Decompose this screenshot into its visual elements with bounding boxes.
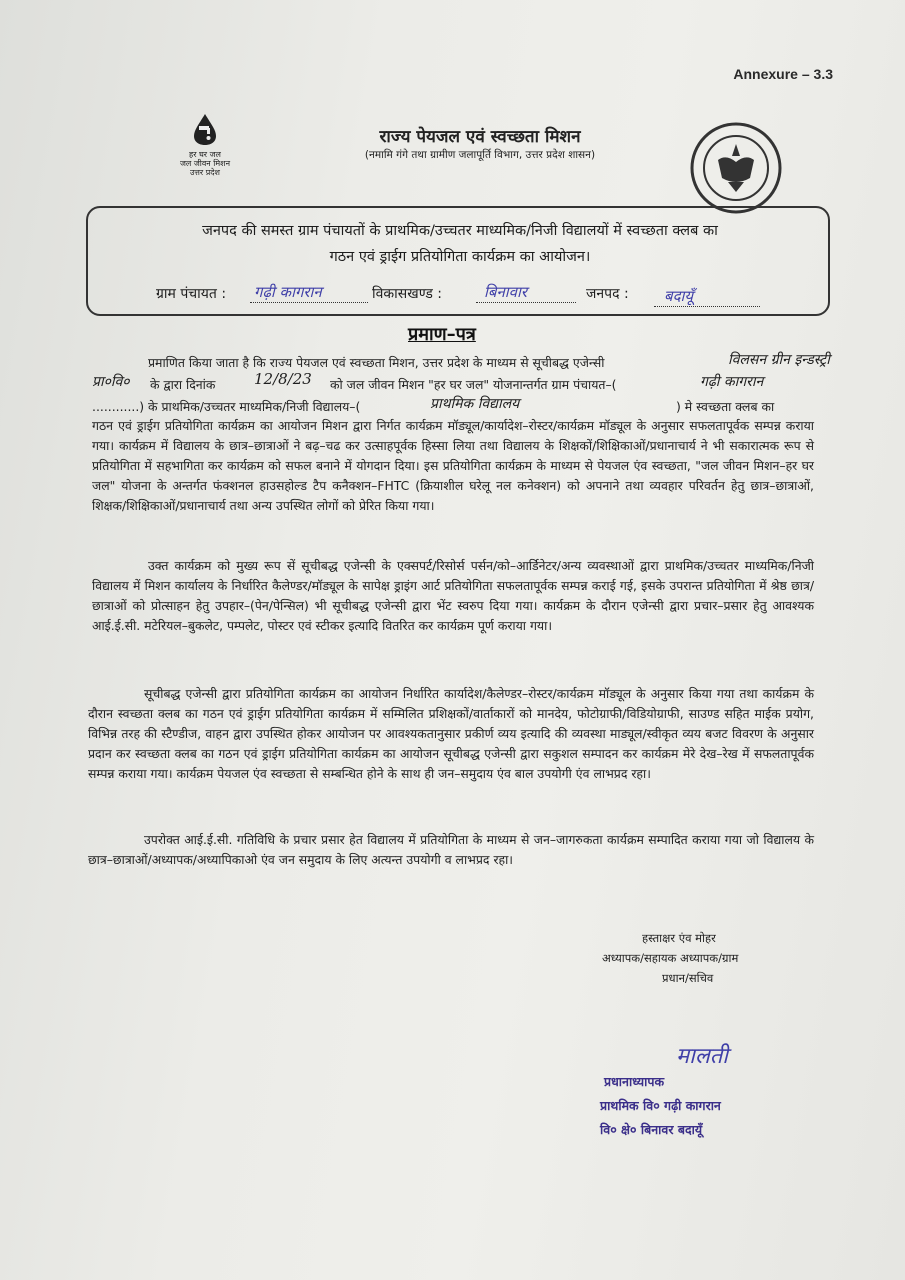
uttar-pradesh-emblem-icon (688, 120, 784, 216)
gram-hand-value: गढ़ी कागरान (700, 374, 764, 390)
signature-line-2: अध्यापक/सहायक अध्यापक/ग्राम (602, 951, 739, 965)
annexure-label: Annexure – 3.3 (733, 66, 833, 82)
para1-line3a: ............) के प्राथमिक/उच्चतर माध्यमिक/निजी विद्यालय–( (92, 399, 361, 414)
heading-line-1: जनपद की समस्त ग्राम पंचायतों के प्राथमिक/उच्चतर माध्यमिक/निजी विद्यालयों में स्वच्छता क्लब का (202, 223, 718, 239)
gram-panchayat-label: ग्राम पंचायत : (156, 286, 227, 302)
block-value: बिनावार (484, 283, 528, 301)
signature-block (602, 928, 812, 988)
signature-line-3: प्रधान/सचिव (662, 971, 714, 985)
para2: उक्त कार्यक्रम को मुख्य रूप सें सूचीबद्ध एजेन्सी के एक्सपर्ट/रिसोर्स पर्सन/को–आर्डिनेटर/अन्य व्यवस्थाओं द्वारा प्राथमिक/उच्चतर माध्यमिक/निजी विद्यालय में मिशन कार्यालय के निर्धारित कैलेण्डर/मॉड्यूल के सापेक्ष ड्राइंग आर्ट प्रतियोगिता सफलतापूर्वक सम्पन्न कराई गई, इसके उपरान्त प्रतियोगिता में श्रेष्ठ छात्र/छात्राओं को प्रोत्साहन हेतु उपहार–(पेन/पेन्सिल) भी सूचीबद्ध एजेन्सी द्वारा भेंट स्वरुप दिया गया। कार्यक्रम के दौरान एजेन्सी द्वारा प्रचार–प्रसार हेतु आवश्यक आई.ई.सी. मटेरियल–बुकलेट, पम्पलेट, पोस्टर एवं स्टीकर इत्यादि वितरित कर कार्यक्रम पूर्ण कराया गया। (92, 558, 814, 633)
para1-line2a: के द्वारा दिनांक (150, 377, 216, 392)
district-value: बदायूँ (664, 287, 694, 305)
mission-subtitle: (नमामि गंगे तथा ग्रामीण जलापूर्ति विभाग, उत्तर प्रदेश शासन) (364, 149, 596, 161)
school-short-hand-value: प्रा०वि० (92, 374, 130, 390)
har-ghar-jal-logo (160, 112, 250, 177)
block-dots (476, 302, 576, 303)
para1-line2b: को जल जीवन मिशन "हर घर जल" योजनान्तर्गत ग्राम पंचायत–( (330, 377, 617, 392)
water-drop-tap-icon (185, 112, 225, 146)
handwritten-signature: मालती (676, 1044, 729, 1069)
logo-line-3: उत्तर प्रदेश (190, 168, 220, 177)
para1-body: गठन एवं ड्राईग प्रतियोगिता कार्यक्रम का आयोजन मिशन द्वारा निर्गत कार्यक्रम मॉड्यूल/कार्यादेश–रोस्टर/कार्यक्रम मॉड्यूल के अनुसार सफलतापूर्वक सम्पन्न कराया गया। कार्यक्रम में विद्यालय के छात्र–छात्राओं ने बढ़–चढ कर उत्साहपूर्वक हिस्सा लिया तथा विद्यालय के शिक्षकों/शिक्षिकाओं/प्रधानाचार्य ने भी सकारात्मक रूप से प्रतियोगिता में सहभागिता कर कार्यक्रम को सफल बनाने में योगदान दिया। इस प्रतियोगिता कार्यक्रम के माध्यम से पेयजल एंव स्वच्छता, "जल जीवन मिशन–हर घर जल" योजना के अन्तर्गत फंक्शनल हाउसहोल्ड टैप कनैक्शन–FHTC (क्रियाशील घरेलू नल कनेक्शन) को अपनाने तथा व्यवहार परिवर्तन हेतु छात्र–छात्राओं, शिक्षक/शिक्षिकाओं/प्रधानाचार्य तथा अन्य उपस्थित लोगों को प्रेरित किया गया। (92, 418, 814, 513)
para1-line1: प्रमाणित किया जाता है कि राज्य पेयजल एवं स्वच्छता मिशन, उत्तर प्रदेश के माध्यम से सूचीबद्ध एजेन्सी (148, 355, 605, 370)
date-hand-value: 12/8/23 (254, 370, 312, 388)
signature-line-1: हस्ताक्षर एंव मोहर (642, 931, 716, 945)
district-label: जनपद : (586, 286, 629, 302)
stamp-line-1: प्रधानाध्यापक (604, 1074, 665, 1089)
para4: उपरोक्त आई.ई.सी. गतिविधि के प्रचार प्रसार हेत विद्यालय में प्रतियोगिता के माध्यम से जन–जागरुकता कार्यक्रम सम्पादित कराया गया जो विद्यालय के छात्र–छात्राओं/अध्यापक/अध्यापिकाओ एंव जन समुदाय के लिए अत्यन्त उपयोगी व लाभप्रद रहा। (88, 832, 814, 867)
gram-dots (250, 302, 368, 303)
heading-line-2: गठन एवं ड्राईग प्रतियोगिता कार्यक्रम का आयोजन। (329, 249, 591, 265)
headmaster-stamp (600, 1070, 830, 1142)
certificate-title: प्रमाण–पत्र (408, 324, 476, 345)
block-label: विकासखण्ड : (372, 286, 443, 302)
logo-line-1: हर घर जल (189, 150, 221, 159)
stamp-line-3: वि० क्षे० बिनावर बदायूँ (600, 1122, 703, 1137)
logo-line-2: जल जीवन मिशन (179, 159, 231, 168)
mission-title: राज्य पेयजल एवं स्वच्छता मिशन (379, 127, 581, 147)
para3: सूचीबद्ध एजेन्सी द्वारा प्रतियोगिता कार्यक्रम का आयोजन निर्धारित कार्यादेश/कैलेण्डर–रोस्टर/कार्यक्रम मॉड्यूल के अनुसार किया गया तथा कार्यक्रम के दौरान स्वच्छता क्लब का गठन एवं ड्राईग प्रतियोगिता कार्यक्रम में सम्मिलित प्रशिक्षकों/वार्ताकारों को मानदेय, फोटोग्राफी/विडियोग्राफी, साउण्ड सहित माईक प्रयोग, विभिन्न तरह की स्टैण्डीज, वाहन द्वारा उपस्थित होकर आयोजन पर आवश्यकतानुसार प्रकीर्ण व्यय इत्यादि की व्यवस्था माड्यूल/स्वीकृत व्यय बजट विवरण के अनुसार प्रदान कर स्वच्छता क्लब का गठन एवं ड्राईग प्रतियोगिता कार्यक्रम का आयोजन सूचीबद्ध एजेन्सी द्वारा सकुशल सम्पादन कर कार्यक्रम मेरे देख–रेख में सफलतापूर्वक सम्पन्न कराया गया। कार्यक्रम पेयजल एंव स्वच्छता से सम्बन्धित होने के साथ ही जन–समुदाय एंव बाल उपयोगी एंव लाभप्रद रहा। (88, 686, 814, 781)
agency-hand-value: विलसन ग्रीन इन्डस्ट्री (728, 352, 830, 368)
para1-line3b: ) मे स्वच्छता क्लब का (676, 399, 775, 414)
stamp-line-2: प्राथमिक वि० गढ़ी कागरान (600, 1098, 721, 1113)
school-hand-value: प्राथमिक विद्यालय (430, 396, 520, 412)
gram-panchayat-value: गढ़ी कागरान (254, 283, 322, 301)
district-dots (654, 306, 760, 307)
